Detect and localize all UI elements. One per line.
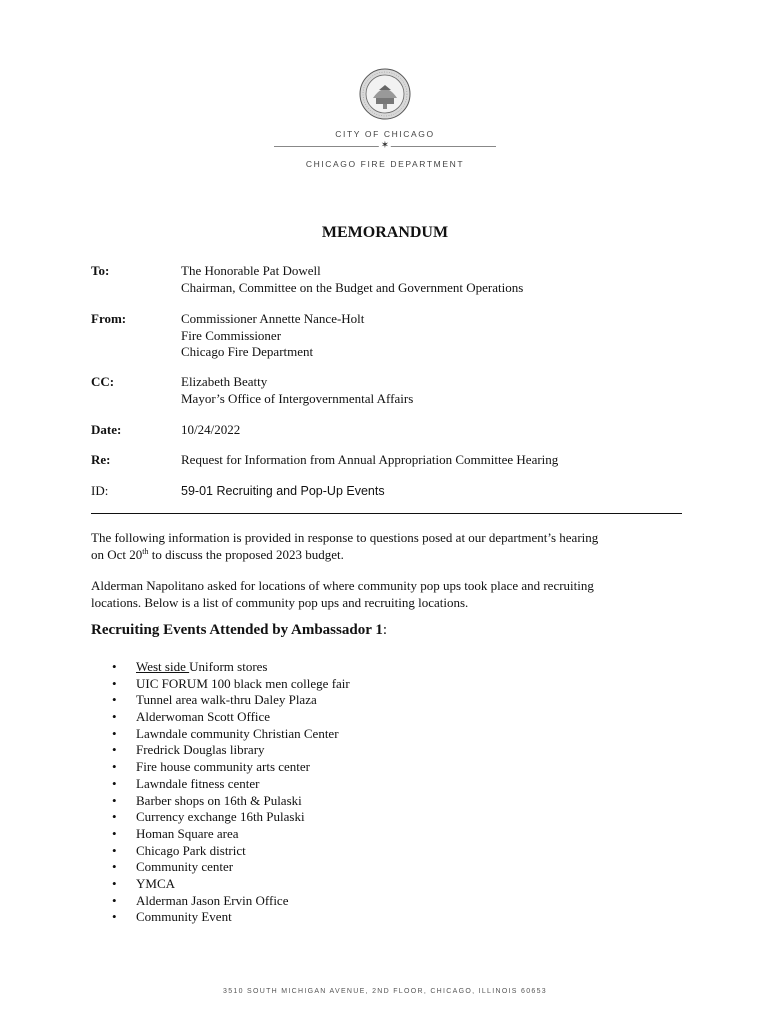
section-heading-text: Recruiting Events Attended by Ambassador 1 [91, 622, 383, 638]
list-item [112, 659, 350, 676]
to-name: The Honorable Pat Dowell [181, 263, 321, 278]
request-line-2: locations. Below is a list of community pop ups and recruiting locations. [91, 594, 469, 610]
bullet-icon: • [112, 742, 117, 758]
letterhead [0, 68, 770, 169]
list-item-text: Fire house community arts center [136, 759, 311, 775]
list-item-text: Community center [136, 859, 234, 875]
bullet-icon: • [112, 909, 117, 925]
bullet-icon: • [112, 875, 117, 891]
list-item-text: Homan Square area [136, 825, 239, 841]
date-label: Date: [91, 422, 122, 437]
star-icon: ✶ [380, 140, 390, 151]
date-value: 10/24/2022 [181, 422, 241, 437]
request-paragraph [91, 578, 691, 611]
header-divider [91, 513, 682, 514]
list-item [112, 809, 350, 826]
bullet-icon: • [112, 809, 117, 825]
bullet-icon: • [112, 725, 117, 741]
id-value: 59-01 Recruiting and Pop-Up Events [181, 484, 385, 498]
list-item-text: Alderwoman Scott Office [136, 709, 271, 725]
city-name: CITY OF CHICAGO [335, 129, 435, 139]
bullet-icon: • [112, 659, 117, 674]
list-item [112, 692, 350, 709]
list-item [112, 776, 350, 793]
from-title: Fire Commissioner [181, 327, 282, 343]
list-item-underlined: West side [136, 659, 190, 674]
bullet-icon: • [112, 859, 117, 875]
bullet-icon: • [112, 825, 117, 841]
cc-office: Mayor’s Office of Intergovernmental Affairs [181, 390, 414, 406]
ordinal-suffix: th [142, 546, 149, 556]
list-item [112, 893, 350, 910]
to-title: Chairman, Committee on the Budget and Government Operations [181, 279, 524, 295]
request-line-1: Alderman Napolitano asked for locations of where community pop ups took place and recruiting [91, 578, 594, 593]
list-item [112, 742, 350, 759]
intro-line-1: The following information is provided in response to questions posed at our department’s hearing [91, 530, 599, 545]
list-item [112, 676, 350, 693]
list-item [112, 876, 350, 893]
cc-label: CC: [91, 374, 115, 389]
intro-line-2: on Oct 20th to discuss the proposed 2023 budget. [91, 546, 344, 562]
list-item [112, 859, 350, 876]
to-label: To: [91, 263, 110, 278]
footer-address: 3510 SOUTH MICHIGAN AVENUE, 2ND FLOOR, CHICAGO, ILLINOIS 60653 [223, 988, 547, 995]
intro-paragraph [91, 530, 691, 563]
bullet-icon: • [112, 675, 117, 691]
list-item [112, 759, 350, 776]
list-item [112, 826, 350, 843]
list-item-text: Barber shops on 16th & Pulaski [136, 792, 302, 808]
bullet-icon: • [112, 709, 117, 725]
list-item [112, 909, 350, 926]
list-item-text: Lawndale fitness center [136, 775, 260, 791]
department-name: CHICAGO FIRE DEPARTMENT [305, 159, 465, 169]
list-item-text: Tunnel area walk-thru Daley Plaza [136, 692, 317, 708]
list-item [112, 793, 350, 810]
cc-name: Elizabeth Beatty [181, 374, 268, 389]
list-item-text: Lawndale community Christian Center [136, 725, 339, 741]
memo-title: MEMORANDUM [321, 224, 449, 241]
from-name: Commissioner Annette Nance-Holt [181, 311, 365, 326]
city-seal-icon [359, 68, 411, 120]
re-label: Re: [91, 452, 111, 467]
list-item-text: Currency exchange 16th Pulaski [136, 809, 305, 825]
re-value: Request for Information from Annual Appropriation Committee Hearing [181, 452, 559, 467]
section-heading: Recruiting Events Attended by Ambassador 1: [91, 622, 388, 638]
bullet-icon: • [112, 775, 117, 791]
list-item-text: Alderman Jason Ervin Office [136, 892, 289, 908]
list-item-text: YMCA [136, 875, 176, 891]
list-item [112, 843, 350, 860]
letterhead-divider [274, 140, 496, 152]
list-item-text: UIC FORUM 100 black men college fair [136, 675, 350, 691]
bullet-icon: • [112, 842, 117, 858]
bullet-icon: • [112, 759, 117, 775]
bullet-icon: • [112, 892, 117, 908]
from-label: From: [91, 311, 127, 326]
id-label: ID: [91, 483, 109, 498]
bullet-icon: • [112, 692, 117, 708]
list-item-text: Community Event [136, 909, 232, 925]
list-item [112, 709, 350, 726]
recruiting-events-list [112, 659, 350, 926]
list-item-text: Fredrick Douglas library [136, 742, 265, 758]
from-department: Chicago Fire Department [181, 344, 314, 359]
list-item-text: Uniform stores [189, 659, 268, 674]
list-item-text: Chicago Park district [136, 842, 246, 858]
list-item [112, 726, 350, 743]
bullet-icon: • [112, 792, 117, 808]
